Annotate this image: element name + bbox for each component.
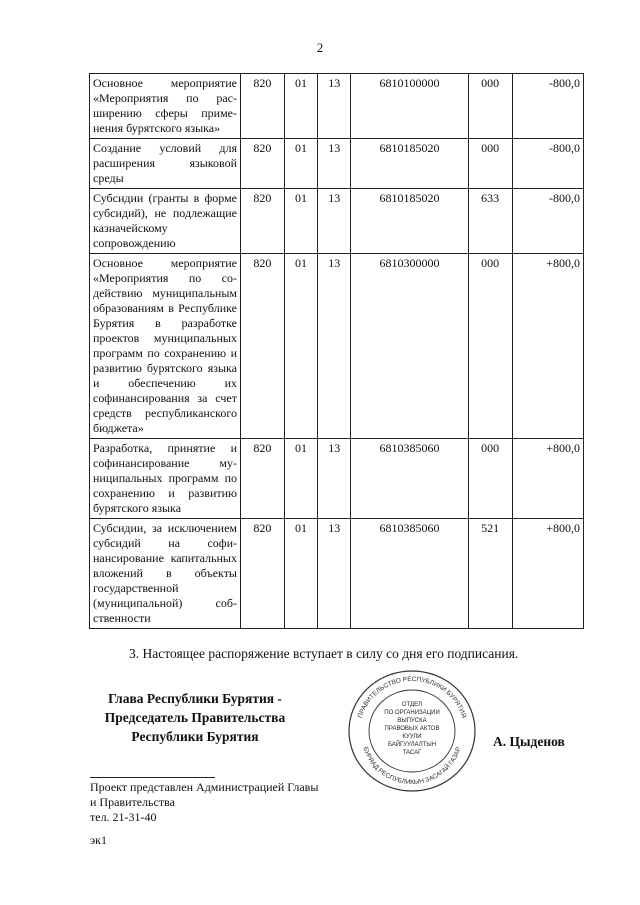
row-grbs: 820 xyxy=(241,189,285,254)
row-name: Разработка, принятие и софинансирование муниципальных программ по сохранению и развитию бурятского языка xyxy=(90,439,241,519)
row-rz: 01 xyxy=(284,189,317,254)
row-rz: 01 xyxy=(284,254,317,439)
row-vr: 633 xyxy=(468,189,512,254)
row-grbs: 820 xyxy=(241,519,285,629)
row-pr: 13 xyxy=(318,439,351,519)
row-sum: +800,0 xyxy=(512,254,583,439)
row-vr: 000 xyxy=(468,74,512,139)
seal-line: ПРАВОВЫХ АКТОВ xyxy=(384,726,440,732)
footer-line: тел. 21-31-40 xyxy=(90,810,157,824)
table-row xyxy=(90,139,584,189)
footer-code: эк1 xyxy=(90,833,107,847)
signatory-name: А. Цыденов xyxy=(493,734,565,749)
row-csr: 6810185020 xyxy=(351,139,468,189)
seal-line: ВЫПУСКА xyxy=(397,718,427,724)
row-sum: -800,0 xyxy=(512,189,583,254)
table-row xyxy=(90,439,584,519)
page-number: 2 xyxy=(316,40,324,55)
row-grbs: 820 xyxy=(241,254,285,439)
row-csr: 6810385060 xyxy=(351,519,468,629)
row-name: Субсидии (гранты в форме субсидий), не подлежащие казначейскому сопровождению xyxy=(90,189,241,254)
seal-line: ОТДЕЛ xyxy=(401,702,423,708)
row-rz: 01 xyxy=(284,439,317,519)
row-csr: 6810185020 xyxy=(351,189,468,254)
footer-note xyxy=(90,780,318,825)
row-pr: 13 xyxy=(318,254,351,439)
row-vr: 521 xyxy=(468,519,512,629)
row-sum: -800,0 xyxy=(512,74,583,139)
table-row xyxy=(90,254,584,439)
row-sum: +800,0 xyxy=(512,439,583,519)
signatory-title xyxy=(80,689,310,746)
row-rz: 01 xyxy=(284,519,317,629)
seal-line: БАЙГУУЛАЛТЫН xyxy=(387,742,437,748)
row-name: Основное мероприятие «Мероприятия по содействию муниципальным образованиям в Республике Бурятия в разработке проектов муниципальных программ по сохранению и развитию бурятского языка и обеспечению их софинансирования за счет средств республиканского бюджета» xyxy=(90,254,241,439)
signatory-title-line: Республики Бурятия xyxy=(131,729,259,744)
row-pr: 13 xyxy=(318,519,351,629)
footer-line: и Правительства xyxy=(90,795,175,809)
row-rz: 01 xyxy=(284,74,317,139)
seal-line: КУУЛИ xyxy=(402,734,422,740)
row-name: Субсидии, за исключением субсидий на софинансирование капитальных вложений в объекты государственной (муниципальной) собственности xyxy=(90,519,241,629)
seal-line: ТАСАГ xyxy=(402,750,422,756)
footer-line: Проект представлен Администрацией Главы xyxy=(90,780,319,794)
row-vr: 000 xyxy=(468,139,512,189)
budget-table xyxy=(89,73,584,629)
row-sum: -800,0 xyxy=(512,139,583,189)
table-row xyxy=(90,74,584,139)
row-grbs: 820 xyxy=(241,439,285,519)
table-row xyxy=(90,189,584,254)
table-row xyxy=(90,519,584,629)
footer-divider xyxy=(90,777,215,778)
row-grbs: 820 xyxy=(241,74,285,139)
row-pr: 13 xyxy=(318,189,351,254)
row-pr: 13 xyxy=(318,74,351,139)
seal-ring-bottom: БУРЯАД РЕСПУБЛИКЫН ЗАСАГАЙ ГАЗАР xyxy=(361,746,463,787)
signatory-title-line: Председатель Правительства xyxy=(104,710,286,725)
official-seal xyxy=(346,668,478,794)
row-sum: +800,0 xyxy=(512,519,583,629)
row-csr: 6810100000 xyxy=(351,74,468,139)
row-rz: 01 xyxy=(284,139,317,189)
signatory-title-line: Глава Республики Бурятия - xyxy=(108,691,282,706)
row-grbs: 820 xyxy=(241,139,285,189)
seal-ring-top: ПРАВИТЕЛЬСТВО РЕСПУБЛИКИ БУРЯТИЯ xyxy=(356,675,468,719)
row-csr: 6810300000 xyxy=(351,254,468,439)
clause-3: 3. Настоящее распоряжение вступает в силу со дня его подписания. xyxy=(129,646,519,661)
row-vr: 000 xyxy=(468,439,512,519)
row-name: Создание условий для расширения языковой среды xyxy=(90,139,241,189)
row-pr: 13 xyxy=(318,139,351,189)
row-name: Основное мероприятие «Мероприятия по расширению сферы применения бурятского языка» xyxy=(90,74,241,139)
row-csr: 6810385060 xyxy=(351,439,468,519)
seal-line: ПО ОРГАНИЗАЦИИ xyxy=(384,710,440,716)
row-vr: 000 xyxy=(468,254,512,439)
